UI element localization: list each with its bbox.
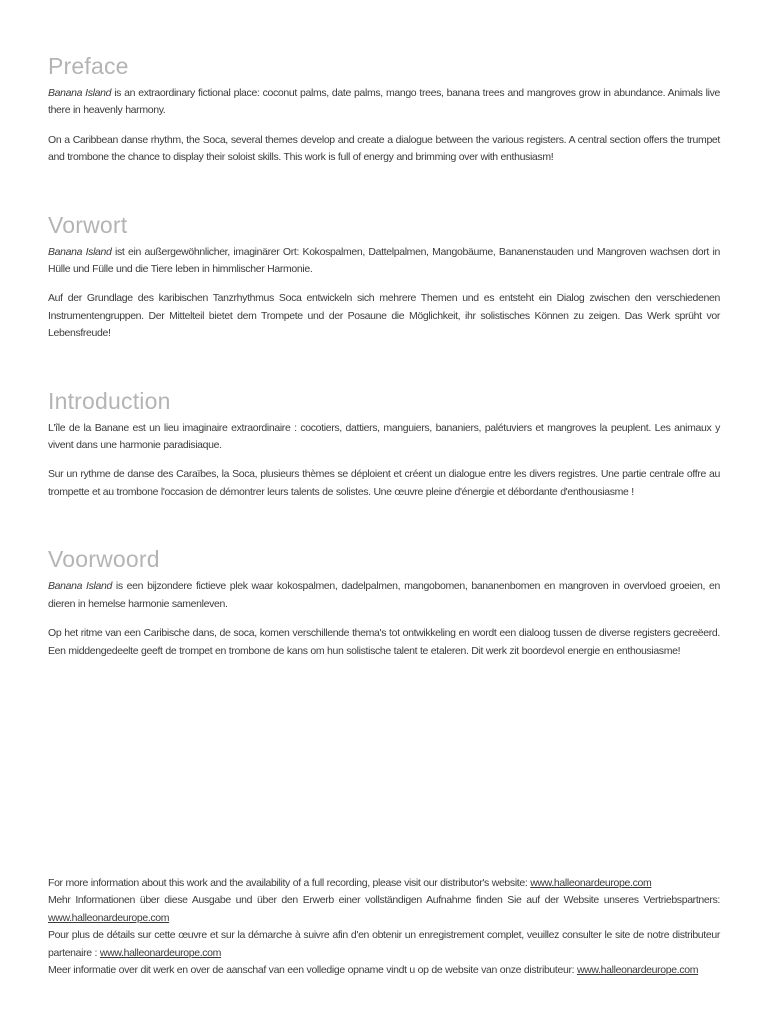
paragraph-text: ist ein außergewöhnlicher, imaginärer Ort: Kokospalmen, Dattelpalmen, Mangobäume, Bananenstauden und Mangroven wachsen dort in Hülle und Fülle und die Tiere leben in himmlischer Harmonie.: [48, 245, 720, 276]
paragraph-text: L'île de la Banane est un lieu imaginaire extraordinaire : cocotiers, dattiers, manguiers, bananiers, palétuviers et mangroves la peuplent. Les animaux y vivent dans une harmonie paradisiaque.: [48, 421, 720, 452]
work-title-italic: Banana Island: [48, 580, 112, 593]
section-introduction: [48, 388, 720, 502]
footer-text: For more information about this work and the availability of a full recording, please visit our distributor's website:: [48, 877, 531, 889]
distributor-link-nl[interactable]: www.halleonardeurope.com: [576, 964, 699, 977]
introduction-paragraph-2: Sur un rythme de danse des Caraïbes, la Soca, plusieurs thèmes se déploient et créent un dialogue entre les divers registres. Une partie centrale offre au trompette et au trombone l'occasion de démontrer leurs talents de solistes. Une œuvre pleine d'énergie et débordante d'enthousiasme !: [48, 468, 720, 498]
section-voorwoord: [48, 546, 720, 660]
introduction-paragraph-1: [48, 420, 720, 455]
vorwort-heading: Vorwort: [48, 211, 128, 238]
distributor-link-de[interactable]: www.halleonardeurope.com: [48, 911, 170, 924]
distributor-link-en[interactable]: www.halleonardeurope.com: [530, 877, 652, 889]
footer-text: Mehr Informationen über diese Ausgabe und über den Erwerb einer vollständigen Aufnahme finden Sie auf der Website unseres Vertriebspartners:: [48, 894, 720, 907]
section-preface: [48, 53, 720, 167]
work-title-italic: Banana Island: [48, 87, 112, 99]
footer-line-en: [48, 875, 720, 892]
paragraph-text: is an extraordinary fictional place: coconut palms, date palms, mango trees, banana trees and mangroves grow in abundance. Animals live there in heavenly harmony.: [48, 87, 720, 117]
footer-distributor-info: [48, 875, 720, 979]
footer-text: Meer informatie over dit werk en over de aanschaf van een volledige opname vindt u op de website van onze distributeur:: [48, 964, 577, 977]
preface-paragraph-1: [48, 85, 720, 120]
paragraph-text: is een bijzondere fictieve plek waar kokospalmen, dadelpalmen, mangobomen, bananenbomen en mangroven in overvloed groeien, en dieren in hemelse harmonie samenleven.: [48, 580, 720, 610]
preface-paragraph-2: On a Caribbean danse rhythm, the Soca, several themes develop and create a dialogue between the various registers. A central section offers the trumpet and trombone the chance to display their soloist skills. This work is full of energy and brimming over with enthusiasm!: [48, 133, 720, 164]
footer-line-de: [48, 892, 720, 927]
work-title-italic: Banana Island: [48, 245, 112, 258]
footer-text: Pour plus de détails sur cette œuvre et sur la démarche à suivre afin d'en obtenir un enregistrement complet, veuillez consulter le site de notre distributeur partenaire :: [48, 929, 720, 959]
footer-line-fr: [48, 927, 720, 962]
distributor-link-fr[interactable]: www.halleonardeurope.com: [99, 946, 222, 959]
page-content: [48, 53, 720, 705]
voorwoord-paragraph-2: Op het ritme van een Caribische dans, de soca, komen verschillende thema's tot ontwikkeling en wordt een dialoog tussen de diverse registers gecreëerd. Een middengedeelte geeft de trompet en trombone de kans om hun solistische talent te etaleren. Dit werk zit boordevol energie en enthousiasme!: [48, 627, 720, 657]
section-vorwort: [48, 212, 720, 343]
introduction-heading: Introduction: [48, 387, 171, 414]
voorwoord-heading: Voorwoord: [48, 546, 160, 573]
preface-heading: Preface: [48, 53, 129, 79]
voorwoord-paragraph-1: [48, 578, 720, 613]
vorwort-paragraph-2: Auf der Grundlage des karibischen Tanzrhythmus Soca entwickeln sich mehrere Themen und es entsteht ein Dialog zwischen den verschiedenen Instrumentengruppen. Der Mittelteil bietet dem Trompete und der Posaune die Möglichkeit, ihr solistisches Können zu zeigen. Das Werk sprüht vor Lebensfreude!: [48, 292, 720, 340]
vorwort-paragraph-1: [48, 244, 720, 279]
footer-line-nl: [48, 962, 720, 979]
